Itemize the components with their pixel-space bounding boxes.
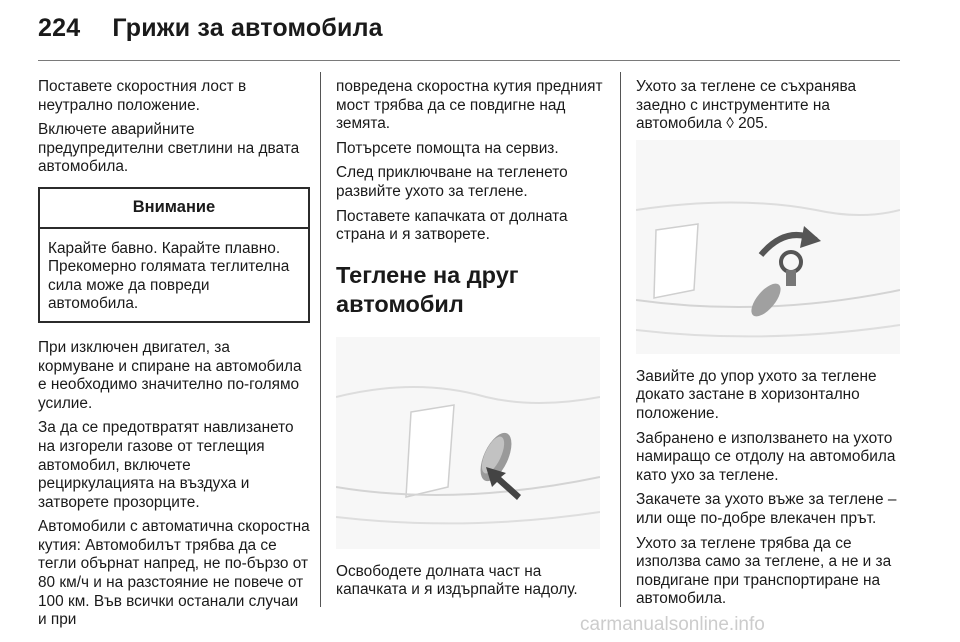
paragraph: повредена скоростна кутия предният мост трябва да се повдигне над земята.: [336, 78, 603, 133]
paragraph: Включете аварийните предупредителни светлини на двата автомобила.: [38, 121, 300, 176]
watermark: carmanualsonline.info: [580, 614, 765, 635]
paragraph: За да се предотвратят навлизането на изгорели газове от теглещия автомобил, включете рециркулацията на въздуха и затворете прозорците.: [38, 419, 294, 511]
paragraph-text: Ухото за теглене се съхранява заедно с инструментите на автомобила: [636, 78, 857, 133]
figure-caption: Освободете долната част на капачката и я издърпайте надолу.: [336, 562, 578, 599]
paragraph: Завийте до упор ухото за теглене докато застане в хоризонтално положение.: [636, 367, 877, 422]
bumper-cap-illustration: [336, 337, 600, 549]
column-1: [38, 78, 310, 636]
header-rule: [38, 60, 900, 61]
tow-eye-illustration: [636, 140, 900, 354]
column-3: [636, 78, 904, 615]
column-divider: [320, 72, 321, 607]
reference-symbol: ◊: [726, 115, 734, 133]
paragraph: Закачете за ухото въже за теглене – или още по-добре влекачен прът.: [636, 491, 897, 527]
figure-tow-eye: [636, 140, 900, 354]
warning-title: Внимание: [40, 189, 308, 229]
page-reference: 205.: [738, 115, 769, 133]
paragraph: Поставете капачката от долната страна и я затворете.: [336, 207, 568, 244]
page-header: [38, 14, 383, 43]
paragraph: Забранено е използването на ухото намиращо се отдолу на автомобила като ухо за теглене.: [636, 429, 896, 484]
paragraph: Потърсете помощта на сервиз.: [336, 139, 559, 157]
paragraph: След приключване на тегленето развийте ухото за теглене.: [336, 164, 568, 200]
page-number: 224: [38, 14, 81, 42]
paragraph: [636, 78, 904, 134]
warning-body: Карайте бавно. Карайте плавно. Прекомерно голямата теглителна сила може да повреди автомобила.: [48, 239, 290, 313]
paragraph: Ухото за теглене трябва да се използва само за теглене, а не и за повдигане при транспортиране на автомобила.: [636, 534, 892, 608]
figure-cap-removal: [336, 337, 600, 549]
warning-box: [38, 187, 310, 323]
paragraph: Поставете скоростния лост в неутрално положение.: [38, 78, 247, 114]
paragraph: Автомобили с автоматична скоростна кутия: Автомобилът трябва да се тегли обърнат напред, не по-бързо от 80 км/ч и на разстояние не повече от 100 км. Във всички останали случаи и при: [38, 518, 310, 629]
column-divider: [620, 72, 621, 607]
section-title: Теглене на друг автомобил: [336, 261, 519, 317]
page-title: Грижи за автомобила: [112, 14, 383, 42]
column-2: [336, 78, 604, 606]
paragraph: При изключен двигател, за кормуване и спиране на автомобила е необходимо значително по-голямо усилие.: [38, 338, 302, 412]
